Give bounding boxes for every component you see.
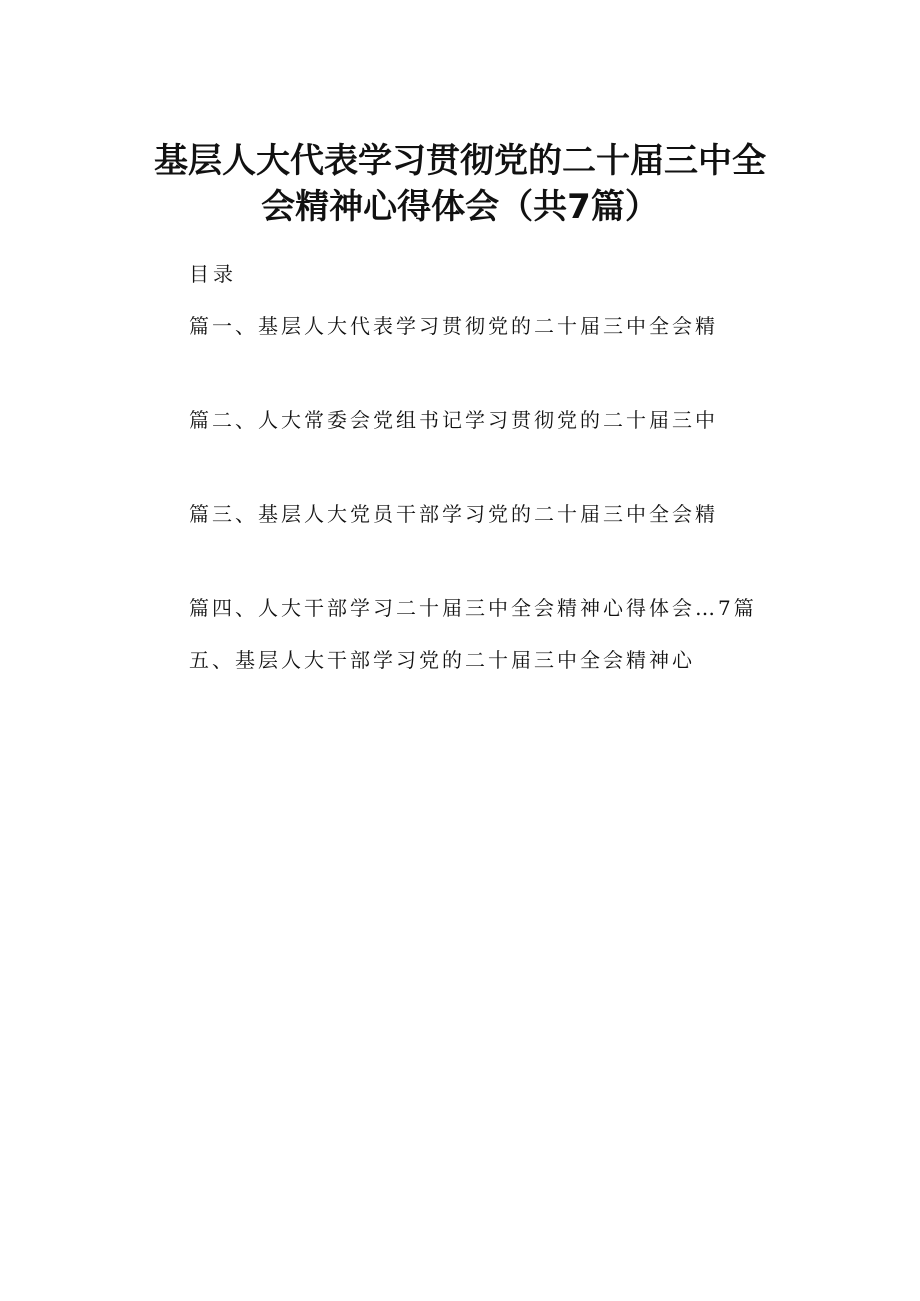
title-line-1: 基层人大代表学习贯彻党的二十届三中全 <box>154 141 766 181</box>
document-title <box>120 138 800 230</box>
toc-item-1[interactable]: 篇一、基层人大代表学习贯彻党的二十届三中全会精 <box>189 314 718 338</box>
toc-item-4[interactable]: 篇四、人大干部学习二十届三中全会精神心得体会…7篇 <box>189 596 757 620</box>
title-line-2: 会精神心得体会（共7篇） <box>261 187 659 227</box>
toc-item-2[interactable]: 篇二、人大常委会党组书记学习贯彻党的二十届三中 <box>189 408 718 432</box>
toc-item-3[interactable]: 篇三、基层人大党员干部学习党的二十届三中全会精 <box>189 502 718 526</box>
toc-item-5[interactable]: 五、基层人大干部学习党的二十届三中全会精神心 <box>189 648 695 672</box>
toc-heading: 目录 <box>189 262 237 286</box>
